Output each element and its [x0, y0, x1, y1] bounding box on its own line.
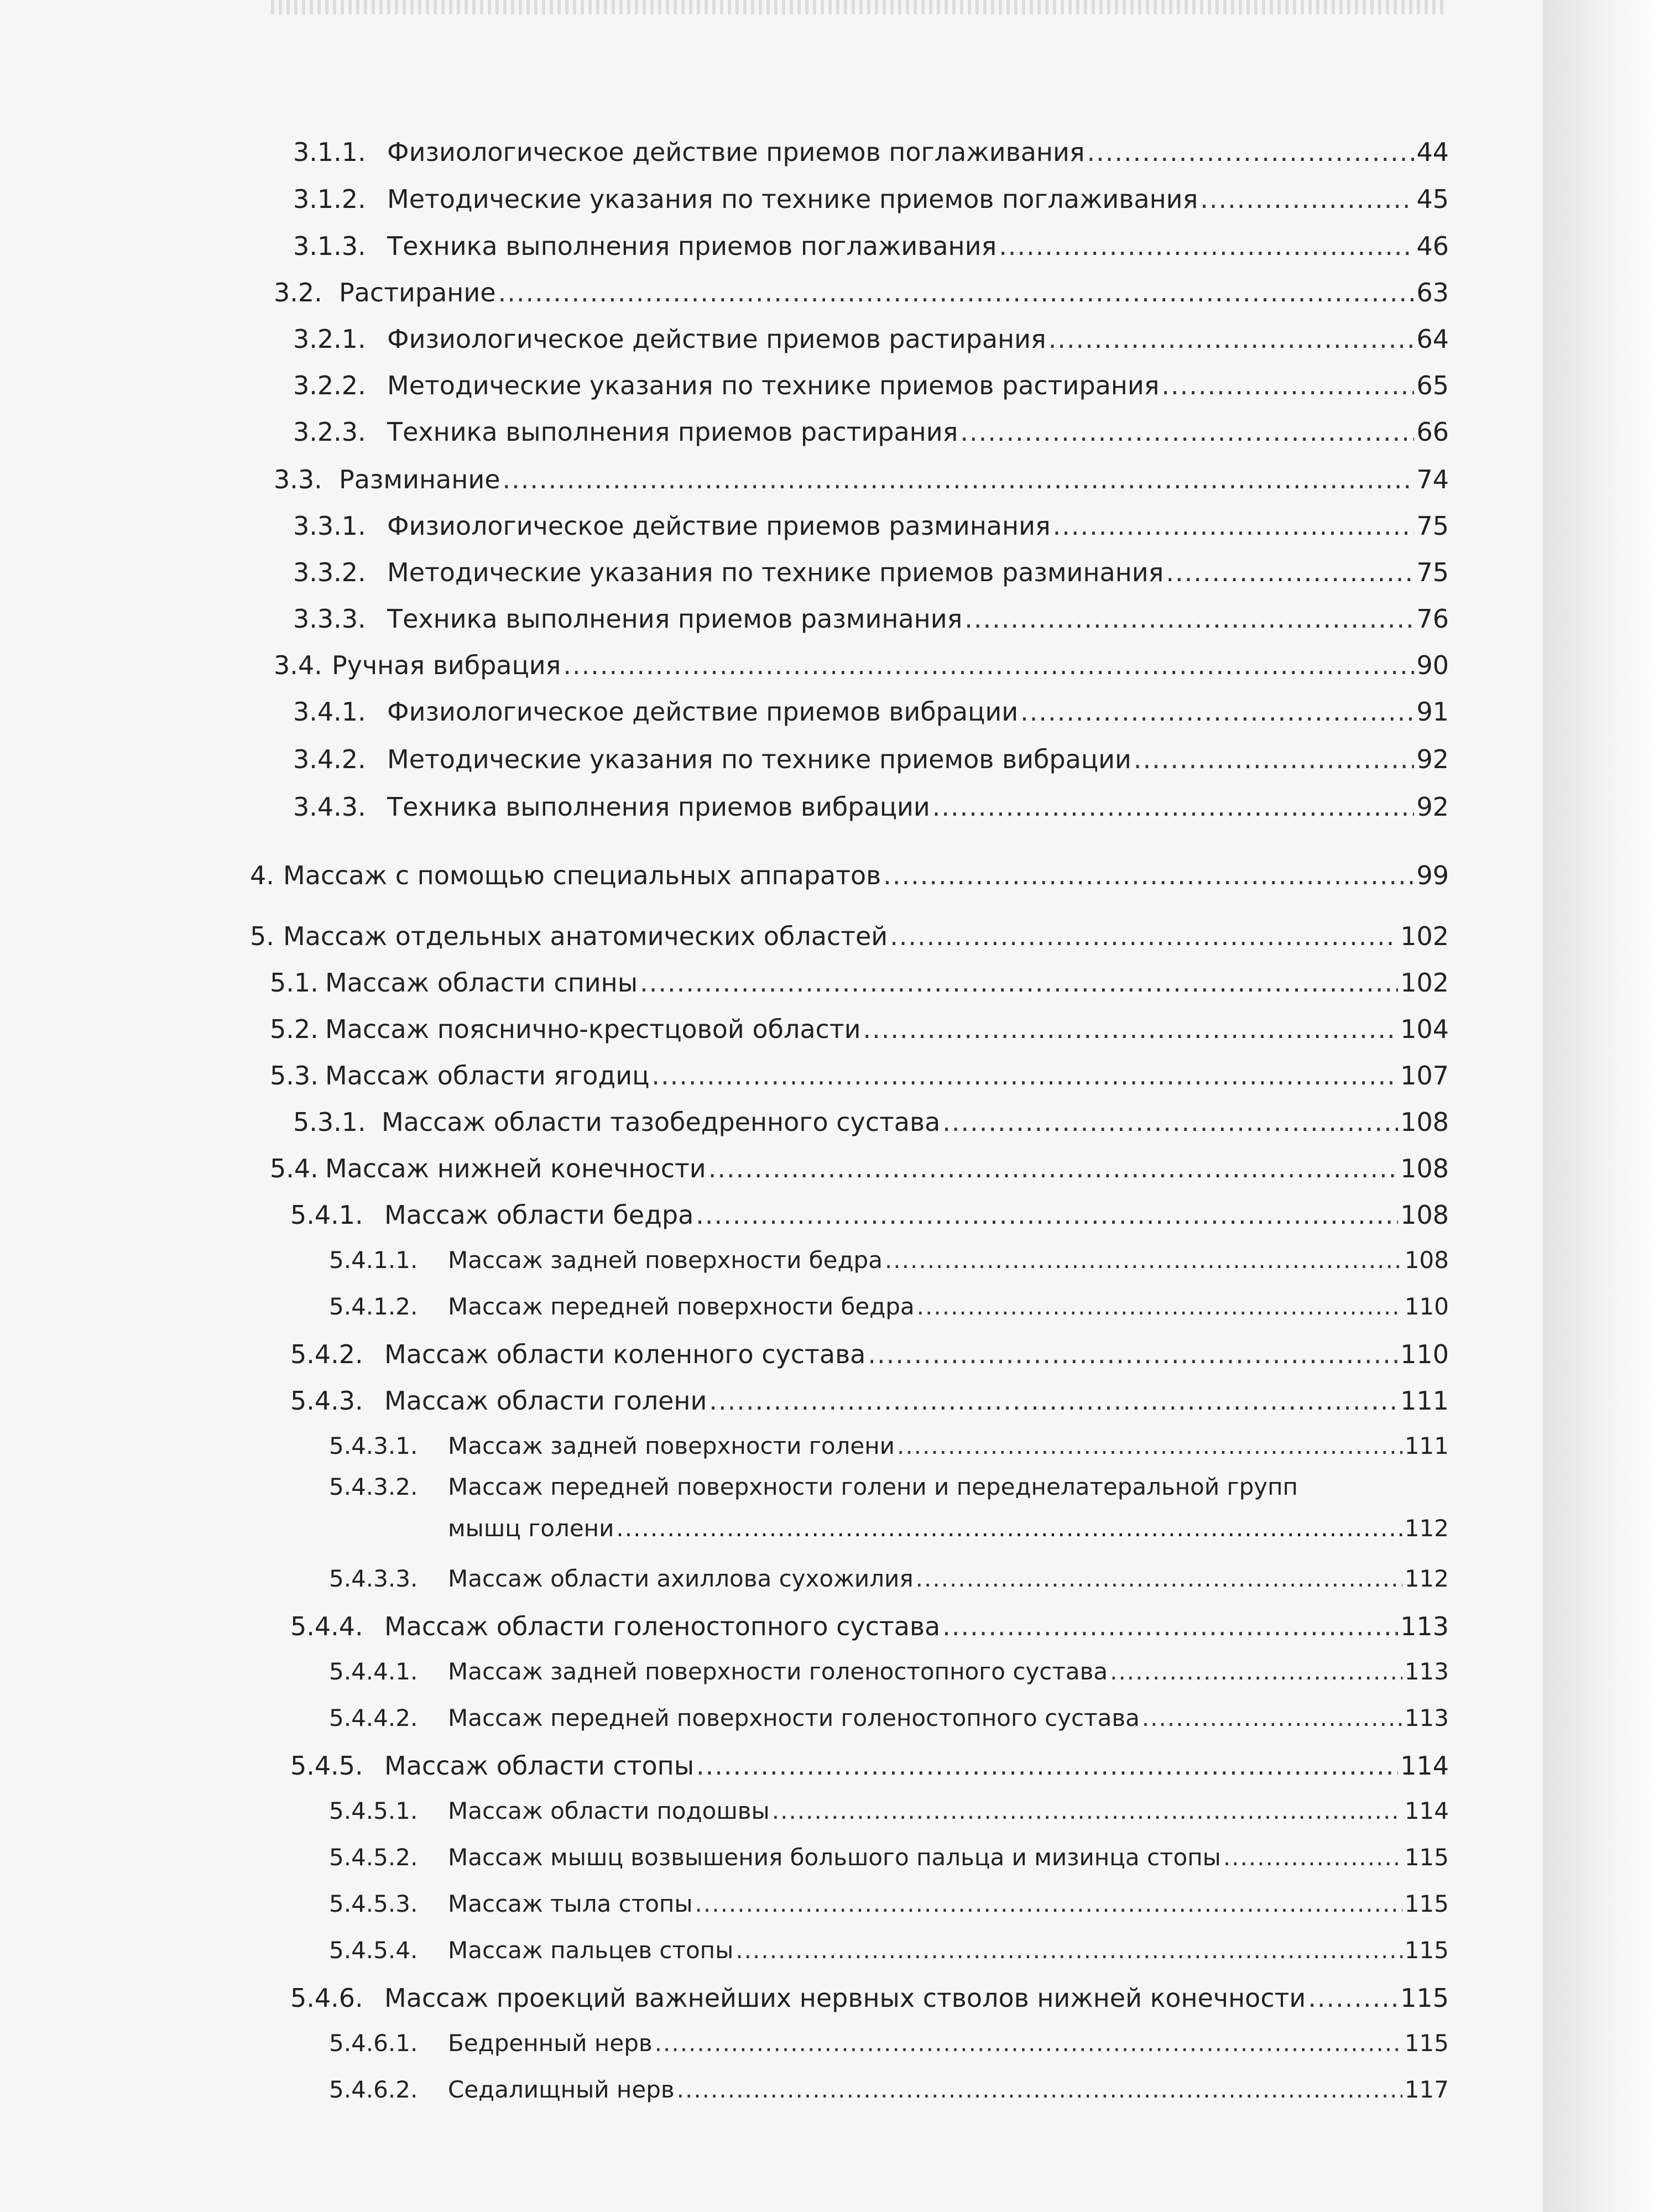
toc-leader: [735, 1937, 1402, 1964]
toc-number: 3.1.3.: [293, 231, 366, 261]
toc-entry: [293, 511, 1449, 541]
toc-title: Седалищный нерв: [448, 2076, 675, 2103]
toc-leader: [1053, 511, 1415, 541]
toc-page: 63: [1416, 278, 1449, 307]
toc-page: 46: [1416, 231, 1449, 261]
toc-entry: [293, 1107, 1449, 1137]
toc-entry: [329, 2030, 1449, 2057]
toc-number: 3.1.2.: [293, 184, 366, 214]
toc-entry: [329, 1844, 1449, 1871]
toc-leader: [1020, 697, 1414, 727]
toc-page: 76: [1416, 604, 1449, 634]
toc-number: 5.4.3.: [290, 1386, 363, 1416]
toc-page: 114: [1400, 1751, 1449, 1781]
toc-leader: [868, 1339, 1398, 1369]
toc-title: Растирание: [339, 278, 496, 307]
toc-page: 102: [1400, 921, 1449, 951]
toc-entry: [329, 1432, 1449, 1459]
toc-title: Массаж отдельных анатомических областей: [283, 921, 888, 951]
toc-entry: [290, 1339, 1449, 1369]
toc-number: 3.2.: [274, 278, 322, 307]
toc-number: 3.3.: [274, 465, 322, 494]
toc-leader: [503, 465, 1415, 494]
toc-leader: [897, 1432, 1402, 1459]
toc-entry: [293, 792, 1449, 822]
toc-number: 5.2.: [270, 1014, 319, 1044]
toc-number: 5.4.6.2.: [329, 2076, 418, 2103]
toc-entry-second-line: [329, 1515, 1449, 1542]
toc-entry: [329, 1937, 1449, 1964]
toc-number: 5.4.5.3.: [329, 1890, 418, 1917]
toc-entry: [290, 1611, 1449, 1641]
toc-title: Массаж задней поверхности голеностопного сустава: [448, 1658, 1108, 1685]
toc-number: 5.4.6.1.: [329, 2030, 418, 2057]
toc-title-continued: мышц голени: [448, 1515, 614, 1542]
toc-page: 112: [1404, 1515, 1449, 1542]
toc-page: 74: [1416, 465, 1449, 494]
toc-title: Физиологическое действие приемов растирания: [387, 324, 1046, 354]
toc-number: 5.4.5.1.: [329, 1797, 418, 1824]
toc-leader: [960, 417, 1414, 447]
toc-title: Массаж области подошвы: [448, 1797, 770, 1824]
toc-entry: [329, 1293, 1449, 1320]
toc-entry: [250, 860, 1449, 890]
toc-title: Массаж нижней конечности: [325, 1154, 706, 1183]
toc-page: 113: [1404, 1658, 1449, 1685]
toc-number: 5.4.6.: [290, 1983, 363, 2013]
toc-page: 45: [1416, 184, 1449, 214]
toc-title: Массаж с помощью специальных аппаратов: [283, 860, 881, 890]
toc-page: 108: [1400, 1107, 1449, 1137]
toc-leader: [863, 1014, 1399, 1044]
toc-page: 113: [1404, 1704, 1449, 1731]
toc-entry: [293, 184, 1449, 214]
toc-page: 92: [1416, 744, 1449, 774]
toc-leader: [885, 1246, 1402, 1274]
toc-title: Массаж мышц возвышения большого пальца и мизинца стопы: [448, 1844, 1221, 1871]
toc-page: 75: [1416, 557, 1449, 587]
toc-title: Массаж передней поверхности бедра: [448, 1293, 915, 1320]
toc-title: Массаж области ягодиц: [325, 1061, 650, 1091]
toc-title: Методические указания по технике приемов вибрации: [387, 744, 1131, 774]
toc-page: 64: [1416, 324, 1449, 354]
toc-leader: [917, 1293, 1402, 1320]
toc-number: 3.2.3.: [293, 417, 366, 447]
toc-leader: [696, 1200, 1398, 1230]
toc-number: 3.2.2.: [293, 371, 366, 400]
toc-number: 5.4.1.: [290, 1200, 363, 1230]
toc-number: 3.4.: [274, 650, 322, 680]
toc-entry: [329, 2076, 1449, 2103]
toc-title: Массаж задней поверхности бедра: [448, 1246, 883, 1274]
toc-title: Разминание: [339, 465, 500, 494]
toc-title: Массаж области ахиллова сухожилия: [448, 1565, 914, 1592]
toc-page: 66: [1416, 417, 1449, 447]
toc-entry: [274, 650, 1449, 680]
toc-page: 108: [1400, 1154, 1449, 1183]
toc-leader: [999, 231, 1414, 261]
toc-entry: [329, 1797, 1449, 1824]
toc-page: 107: [1400, 1061, 1449, 1091]
toc-leader: [696, 1751, 1398, 1781]
toc-leader: [883, 860, 1414, 890]
toc-leader: [1166, 557, 1414, 587]
toc-page: 117: [1404, 2076, 1449, 2103]
toc-entry: [329, 1704, 1449, 1731]
toc-page: 108: [1404, 1246, 1449, 1274]
toc-leader: [1048, 324, 1415, 354]
toc-title: Массаж области тазобедренного сустава: [382, 1107, 941, 1137]
toc-entry: [290, 1200, 1449, 1230]
toc-title: Массаж области голеностопного сустава: [384, 1611, 941, 1641]
toc-title: Массаж пальцев стопы: [448, 1937, 734, 1964]
toc-number: 3.3.3.: [293, 604, 366, 634]
toc-number: 5.: [250, 921, 274, 951]
toc-number: 5.4.4.2.: [329, 1704, 418, 1731]
toc-page: 115: [1404, 2030, 1449, 2057]
toc-title: Массаж задней поверхности голени: [448, 1432, 895, 1459]
toc-entry: [274, 278, 1449, 307]
toc-title: Техника выполнения приемов поглаживания: [387, 231, 997, 261]
toc-number: 5.1.: [270, 968, 319, 998]
toc-entry: [293, 417, 1449, 447]
toc-entry: [293, 324, 1449, 354]
toc-leader: [1223, 1844, 1402, 1871]
toc-entry: [293, 231, 1449, 261]
toc-page: 92: [1416, 792, 1449, 822]
toc-leader: [651, 1061, 1398, 1091]
toc-page: 115: [1404, 1937, 1449, 1964]
toc-page: 75: [1416, 511, 1449, 541]
bleed-through-strip: [271, 0, 1443, 14]
toc-title: Ручная вибрация: [332, 650, 561, 680]
toc-leader: [964, 604, 1414, 634]
toc-entry: [329, 1565, 1449, 1592]
toc-page: 110: [1400, 1339, 1449, 1369]
toc-page: 99: [1416, 860, 1449, 890]
toc-number: 3.2.1.: [293, 324, 366, 354]
toc-number: 5.4.4.1.: [329, 1658, 418, 1685]
toc-title: Техника выполнения приемов разминания: [387, 604, 963, 634]
toc-leader: [563, 650, 1414, 680]
toc-leader: [708, 1154, 1398, 1183]
toc-title: Массаж передней поверхности голеностопного сустава: [448, 1704, 1140, 1731]
toc-title: Массаж пояснично-крестцовой области: [325, 1014, 861, 1044]
toc-leader: [498, 278, 1415, 307]
toc-number: 5.4.2.: [290, 1339, 363, 1369]
toc-title: Массаж области спины: [325, 968, 638, 998]
toc-title: Массаж тыла стопы: [448, 1890, 693, 1917]
toc-entry-wrapped: [329, 1473, 1449, 1542]
toc-leader: [695, 1890, 1402, 1917]
toc-leader: [890, 921, 1398, 951]
toc-entry: [270, 1061, 1449, 1091]
toc-title: Методические указания по технике приемов поглаживания: [387, 184, 1198, 214]
toc-page: 115: [1400, 1983, 1449, 2013]
toc-leader: [1161, 371, 1414, 400]
toc-number: 5.4.1.2.: [329, 1293, 418, 1320]
toc-number: 5.4.5.2.: [329, 1844, 418, 1871]
toc-title: Массаж области стопы: [384, 1751, 695, 1781]
toc-page: 115: [1404, 1890, 1449, 1917]
toc-leader: [1308, 1983, 1398, 2013]
toc-entry: [329, 1890, 1449, 1917]
toc-leader: [1134, 744, 1415, 774]
toc-leader: [655, 2030, 1402, 2057]
toc-leader: [932, 792, 1415, 822]
toc-title: Методические указания по технике приемов разминания: [387, 557, 1164, 587]
toc-leader: [640, 968, 1398, 998]
toc-leader: [1142, 1704, 1402, 1731]
toc-page: 44: [1416, 137, 1449, 167]
toc-number: 5.4.4.: [290, 1611, 363, 1641]
toc-title: Техника выполнения приемов вибрации: [387, 792, 930, 822]
toc-page: 115: [1404, 1844, 1449, 1871]
toc-page: 102: [1400, 968, 1449, 998]
toc-entry: [290, 1751, 1449, 1781]
toc-number: 3.3.2.: [293, 557, 366, 587]
toc-title: Массаж области бедра: [384, 1200, 694, 1230]
toc-number: 3.3.1.: [293, 511, 366, 541]
toc-page: 65: [1416, 371, 1449, 400]
toc-page: 90: [1416, 650, 1449, 680]
toc-entry: [290, 1386, 1449, 1416]
toc-leader: [916, 1565, 1402, 1592]
toc-title: Физиологическое действие приемов вибрации: [387, 697, 1019, 727]
toc-title: Массаж передней поверхности голени и переднелатеральной групп: [448, 1473, 1298, 1500]
toc-entry: [293, 604, 1449, 634]
toc-title: Бедренный нерв: [448, 2030, 653, 2057]
toc-entry: [290, 1983, 1449, 2013]
toc-title: Техника выполнения приемов растирания: [387, 417, 958, 447]
toc-title: Массаж области голени: [384, 1386, 707, 1416]
toc-entry: [293, 744, 1449, 774]
toc-title: Массаж проекций важнейших нервных стволов нижней конечности: [384, 1983, 1306, 2013]
toc-entry: [270, 1014, 1449, 1044]
toc-leader: [709, 1386, 1398, 1416]
toc-page: 91: [1416, 697, 1449, 727]
toc-entry: [329, 1658, 1449, 1685]
toc-number: 3.4.1.: [293, 697, 366, 727]
toc-number: 5.3.: [270, 1061, 319, 1091]
toc-entry: [293, 371, 1449, 400]
toc-number: 5.4.3.1.: [329, 1432, 418, 1459]
toc-title: Физиологическое действие приемов поглаживания: [387, 137, 1085, 167]
toc-leader: [772, 1797, 1402, 1824]
toc-number: 5.4.1.1.: [329, 1246, 418, 1274]
toc-leader: [942, 1107, 1398, 1137]
toc-number: 4.: [250, 860, 274, 890]
toc-number: 5.4.3.3.: [329, 1565, 418, 1592]
toc-entry: [293, 137, 1449, 167]
toc-entry: [293, 557, 1449, 587]
toc-number: 5.4.5.: [290, 1751, 363, 1781]
toc-number: 5.3.1.: [293, 1107, 366, 1137]
toc-number: 3.1.1.: [293, 137, 366, 167]
toc-number: 5.4.5.4.: [329, 1937, 418, 1964]
toc-number: 3.4.2.: [293, 744, 366, 774]
toc-number: 5.4.3.2.: [329, 1473, 418, 1500]
toc-entry: [270, 1154, 1449, 1183]
toc-leader: [677, 2076, 1402, 2103]
toc-page: 114: [1404, 1797, 1449, 1824]
toc-entry: [293, 697, 1449, 727]
toc-leader: [1200, 184, 1414, 214]
toc-entry-first-line: [329, 1473, 1449, 1500]
page-edge-shadow: [1543, 0, 1659, 2212]
toc-leader: [1087, 137, 1415, 167]
toc-title: Массаж области коленного сустава: [384, 1339, 866, 1369]
toc-page: 110: [1404, 1293, 1449, 1320]
toc-title: Методические указания по технике приемов растирания: [387, 371, 1160, 400]
toc-leader: [616, 1515, 1402, 1542]
toc-entry: [270, 968, 1449, 998]
toc-number: 3.4.3.: [293, 792, 366, 822]
toc-number: 5.4.: [270, 1154, 319, 1183]
toc-entry: [250, 921, 1449, 951]
toc-title: Физиологическое действие приемов разминания: [387, 511, 1051, 541]
toc-page: 111: [1404, 1432, 1449, 1459]
toc-page: 111: [1400, 1386, 1449, 1416]
toc-page: 104: [1400, 1014, 1449, 1044]
toc-entry: [329, 1246, 1449, 1274]
toc-page: 108: [1400, 1200, 1449, 1230]
toc-leader: [942, 1611, 1398, 1641]
toc-entry: [274, 465, 1449, 494]
toc-leader: [1110, 1658, 1402, 1685]
toc-page: 113: [1400, 1611, 1449, 1641]
toc-page: 112: [1404, 1565, 1449, 1592]
